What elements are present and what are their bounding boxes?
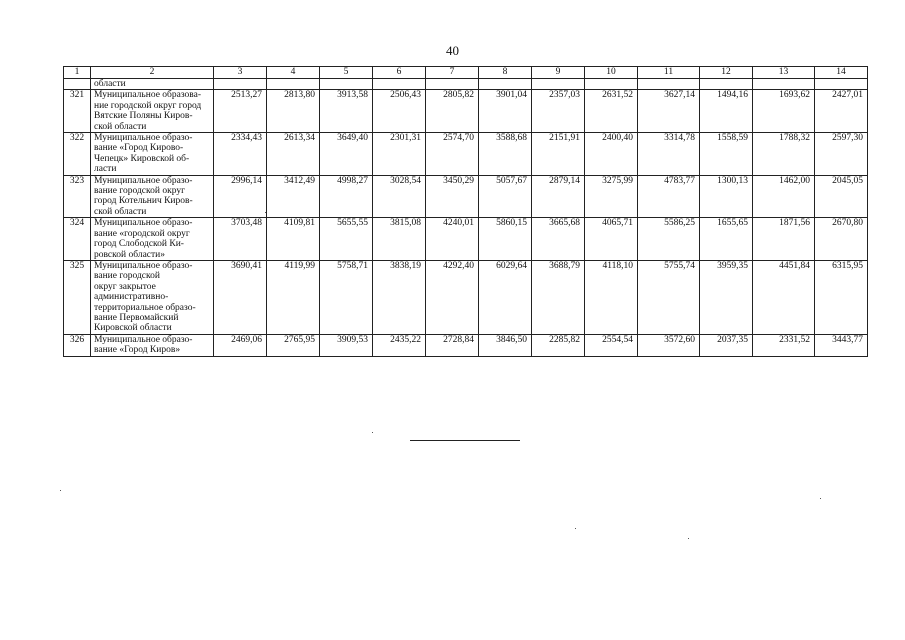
value-cell: 2427,01: [815, 90, 868, 133]
row-number: 322: [64, 133, 91, 176]
value-cell: 2334,43: [214, 133, 267, 176]
page-number: 40: [446, 43, 459, 58]
column-header: 4: [267, 67, 320, 79]
scan-speck: [820, 498, 821, 499]
column-header: 10: [585, 67, 638, 79]
column-header: 2: [91, 67, 214, 79]
column-header: 12: [700, 67, 753, 79]
row-number: 326: [64, 334, 91, 356]
value-cell: 6029,64: [479, 260, 532, 334]
table-row: [64, 90, 868, 133]
column-header: 7: [426, 67, 479, 79]
column-header: 13: [753, 67, 815, 79]
value-cell: 2301,31: [373, 133, 426, 176]
value-cell: 3572,60: [638, 334, 700, 356]
value-cell: 2728,84: [426, 334, 479, 356]
column-number-row: [64, 67, 868, 79]
value-cell: 1871,56: [753, 218, 815, 261]
value-cell: 3846,50: [479, 334, 532, 356]
scan-speck: [265, 212, 266, 213]
value-cell: 2631,52: [585, 90, 638, 133]
value-cell: 3909,53: [320, 334, 373, 356]
value-cell: 3314,78: [638, 133, 700, 176]
value-cell: 2357,03: [532, 90, 585, 133]
value-cell: 3815,08: [373, 218, 426, 261]
row-number: 323: [64, 175, 91, 218]
value-cell: 3688,79: [532, 260, 585, 334]
value-cell: 4065,71: [585, 218, 638, 261]
value-cell: 3838,19: [373, 260, 426, 334]
value-cell: 1655,65: [700, 218, 753, 261]
value-cell: 4109,81: [267, 218, 320, 261]
value-cell: 2613,34: [267, 133, 320, 176]
value-cell: 3649,40: [320, 133, 373, 176]
row-number: 325: [64, 260, 91, 334]
value-cell: 3665,68: [532, 218, 585, 261]
value-cell: 4292,40: [426, 260, 479, 334]
table-row: [64, 218, 868, 261]
value-cell: 2513,27: [214, 90, 267, 133]
column-header: 9: [532, 67, 585, 79]
row-number: 321: [64, 90, 91, 133]
footer-rule: [410, 440, 520, 441]
value-cell: 5586,25: [638, 218, 700, 261]
value-cell: 3959,35: [700, 260, 753, 334]
continuation-text: области: [91, 79, 214, 90]
value-cell: 2805,82: [426, 90, 479, 133]
value-cell: 3913,58: [320, 90, 373, 133]
value-cell: 2765,95: [267, 334, 320, 356]
row-number: 324: [64, 218, 91, 261]
value-cell: 2151,91: [532, 133, 585, 176]
table-row: [64, 260, 868, 334]
column-header: 11: [638, 67, 700, 79]
value-cell: 4240,01: [426, 218, 479, 261]
scan-speck: [60, 490, 61, 491]
value-cell: 3275,99: [585, 175, 638, 218]
scan-speck: [372, 432, 373, 433]
value-cell: 5057,67: [479, 175, 532, 218]
value-cell: 3028,54: [373, 175, 426, 218]
column-header: 8: [479, 67, 532, 79]
value-cell: 2996,14: [214, 175, 267, 218]
municipality-name: Муниципальное образо- вание «Город Киров»: [91, 334, 214, 356]
value-cell: 2469,06: [214, 334, 267, 356]
value-cell: 5755,74: [638, 260, 700, 334]
value-cell: 1494,16: [700, 90, 753, 133]
value-cell: 6315,95: [815, 260, 868, 334]
table-row: [64, 334, 868, 356]
column-header: 1: [64, 67, 91, 79]
value-cell: 5860,15: [479, 218, 532, 261]
value-cell: 4998,27: [320, 175, 373, 218]
value-cell: 3690,41: [214, 260, 267, 334]
value-cell: 1462,00: [753, 175, 815, 218]
value-cell: 2813,80: [267, 90, 320, 133]
value-cell: 2879,14: [532, 175, 585, 218]
value-cell: 3703,48: [214, 218, 267, 261]
table-row: [64, 133, 868, 176]
continuation-row: [64, 79, 868, 90]
value-cell: 2435,22: [373, 334, 426, 356]
column-header: 6: [373, 67, 426, 79]
value-cell: 4119,99: [267, 260, 320, 334]
value-cell: 2331,52: [753, 334, 815, 356]
value-cell: 2506,43: [373, 90, 426, 133]
value-cell: 3588,68: [479, 133, 532, 176]
value-cell: 2400,40: [585, 133, 638, 176]
scan-speck: [688, 538, 689, 539]
municipality-name: Муниципальное образова- ние городской округ город Вятские Поляны Киров- ской области: [91, 90, 214, 133]
value-cell: 2554,54: [585, 334, 638, 356]
column-header: 14: [815, 67, 868, 79]
column-header: 5: [320, 67, 373, 79]
value-cell: 5655,55: [320, 218, 373, 261]
value-cell: 1558,59: [700, 133, 753, 176]
value-cell: 1788,32: [753, 133, 815, 176]
table-row: [64, 175, 868, 218]
municipality-name: Муниципальное образо- вание городской округ город Котельнич Киров- ской области: [91, 175, 214, 218]
value-cell: 3901,04: [479, 90, 532, 133]
value-cell: 4451,84: [753, 260, 815, 334]
value-cell: 4118,10: [585, 260, 638, 334]
scan-speck: [575, 528, 576, 529]
value-cell: 2670,80: [815, 218, 868, 261]
municipality-name: Муниципальное образо- вание «Город Кирово- Чепецк» Кировской об- ласти: [91, 133, 214, 176]
value-cell: 2574,70: [426, 133, 479, 176]
value-cell: 4783,77: [638, 175, 700, 218]
value-cell: 3627,14: [638, 90, 700, 133]
value-cell: 2597,30: [815, 133, 868, 176]
municipality-name: Муниципальное образо- вание «городской округ город Слободской Ки- ровской области»: [91, 218, 214, 261]
data-table: [63, 66, 868, 357]
value-cell: 3412,49: [267, 175, 320, 218]
municipality-name: Муниципальное образо- вание городской округ закрытое административно- территориальное образо- вание Первомайский Кировской области: [91, 260, 214, 334]
value-cell: 2037,35: [700, 334, 753, 356]
value-cell: 3443,77: [815, 334, 868, 356]
value-cell: 3450,29: [426, 175, 479, 218]
value-cell: 2045,05: [815, 175, 868, 218]
column-header: 3: [214, 67, 267, 79]
value-cell: 1300,13: [700, 175, 753, 218]
value-cell: 5758,71: [320, 260, 373, 334]
value-cell: 2285,82: [532, 334, 585, 356]
value-cell: 1693,62: [753, 90, 815, 133]
